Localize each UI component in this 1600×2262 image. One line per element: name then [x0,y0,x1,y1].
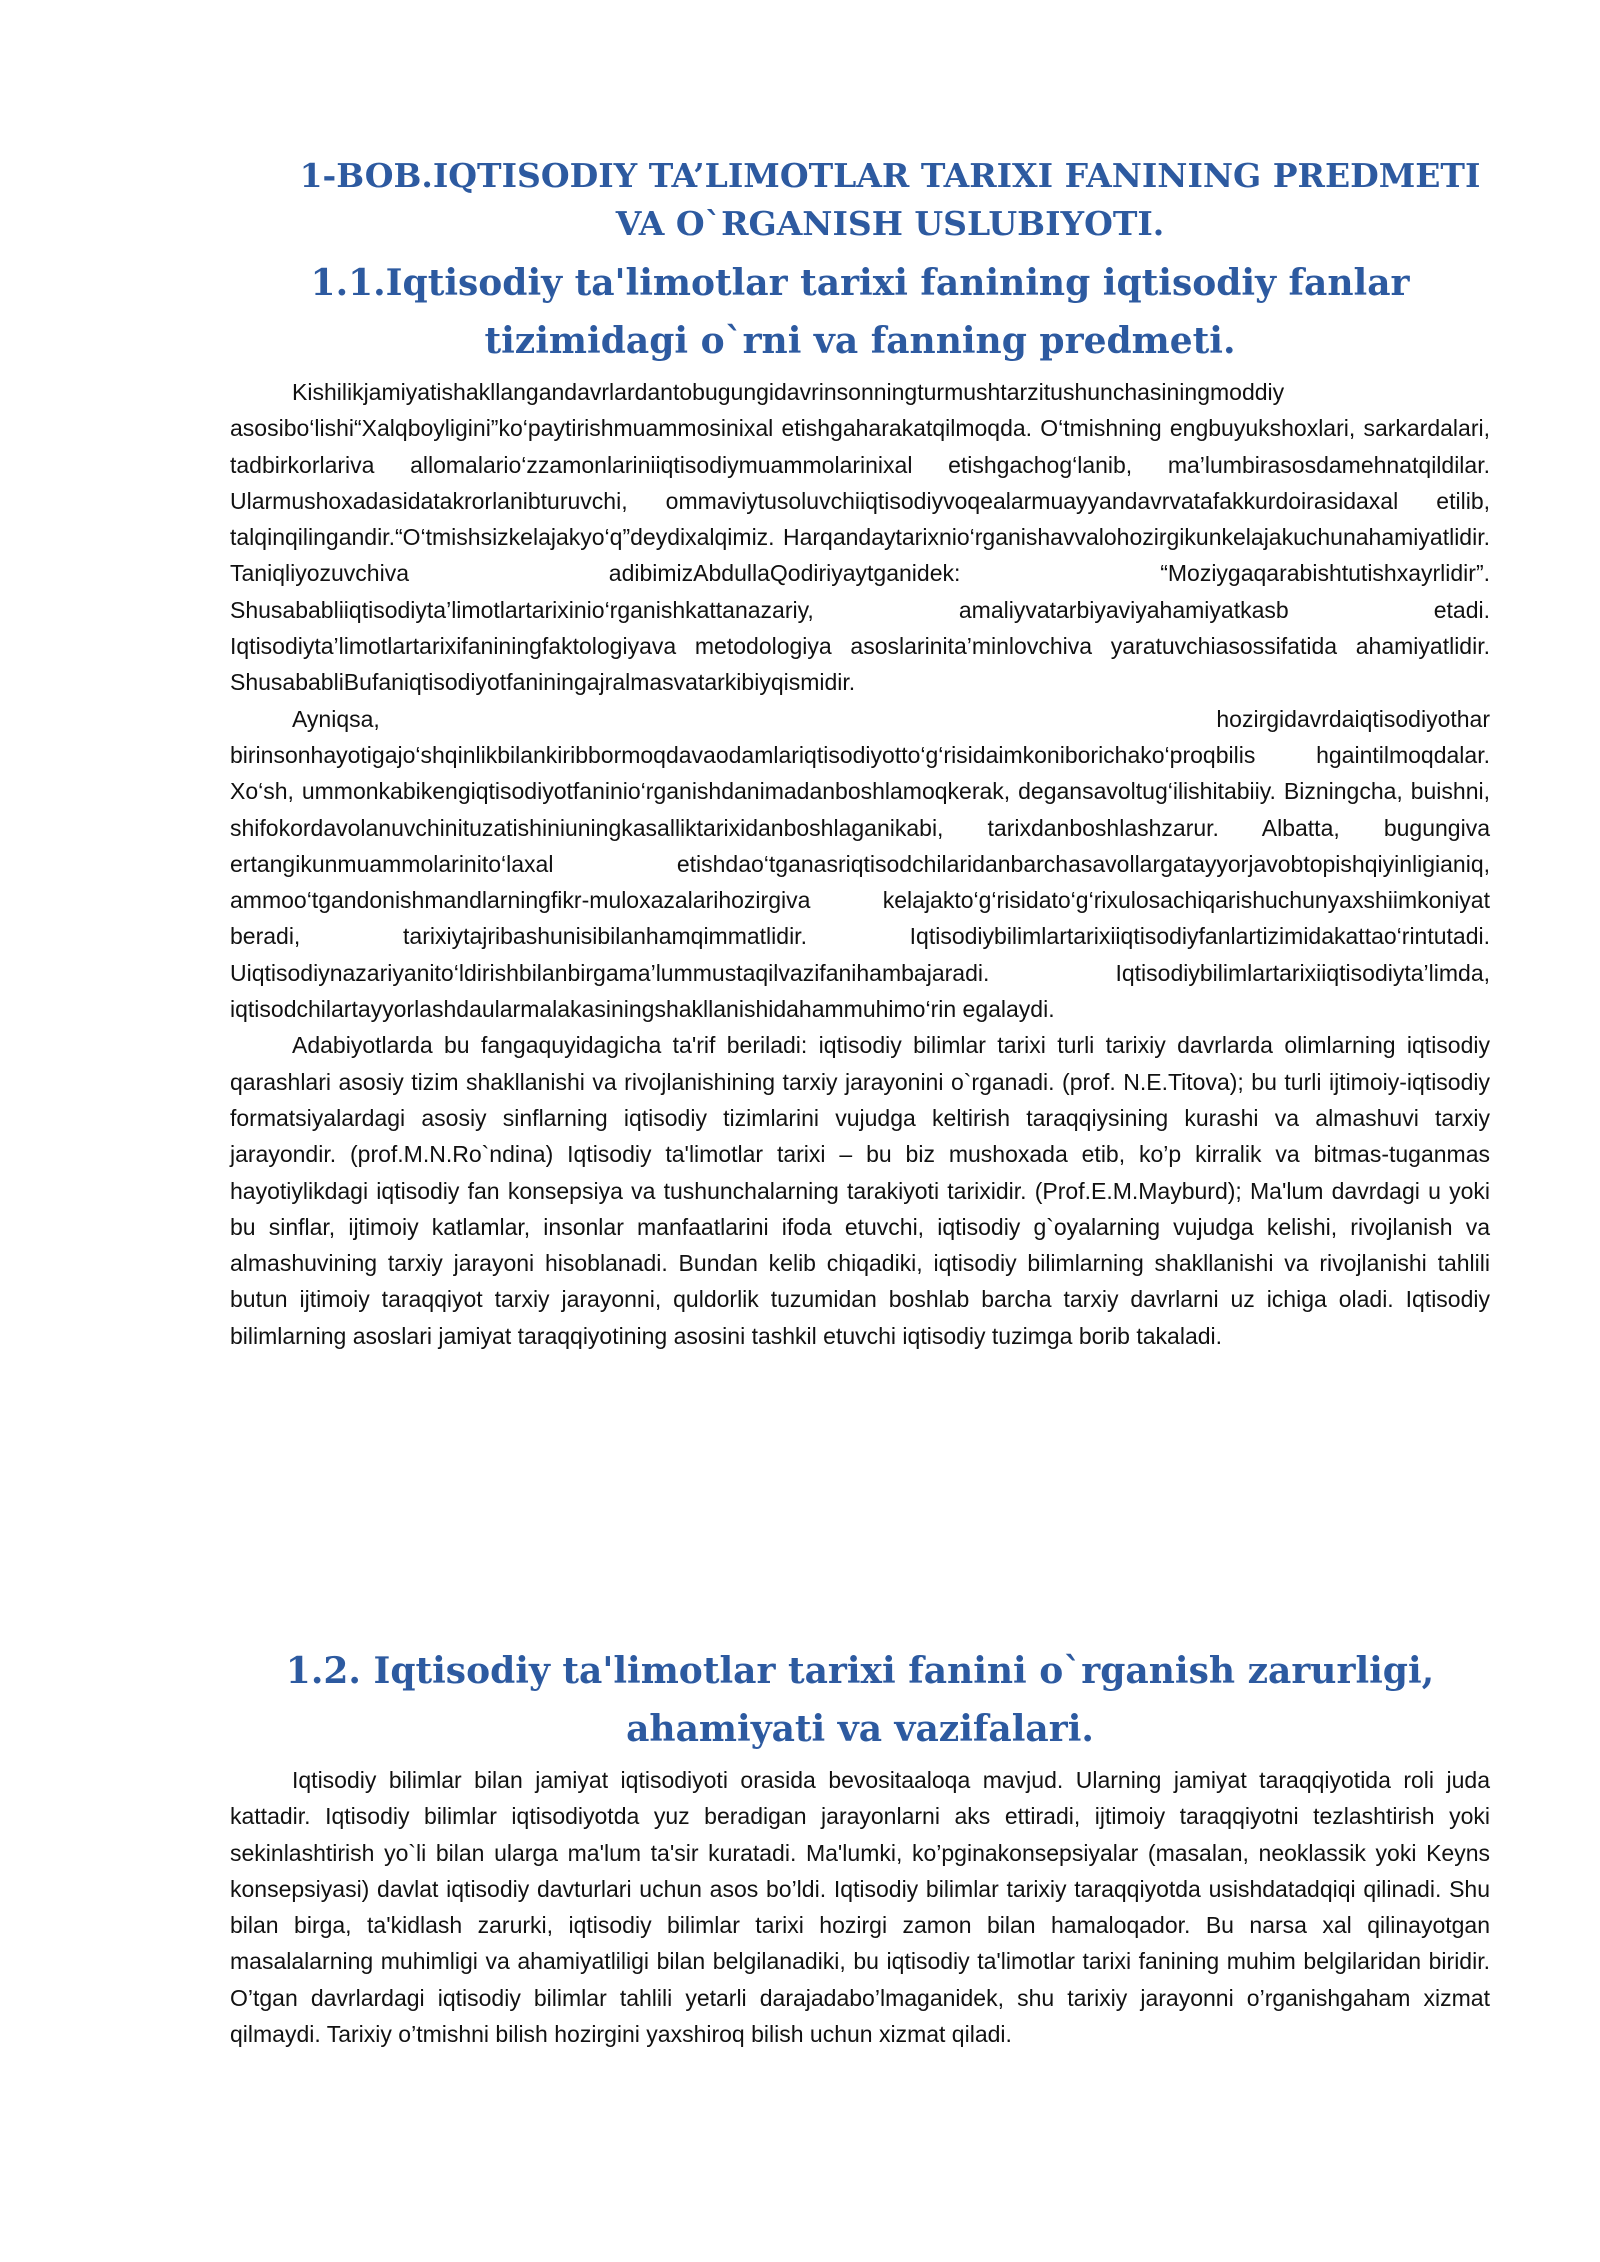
paragraph: Ayniqsa, hozirgidavrdaiqtisodiyothar birinsonhayotigajo‘shqinlikbilankiribbormoqdavaodamlariqtisodiyotto‘g‘risidaimkoniborichako‘proqbilis hgaintilmoqdalar. Xo‘sh, ummonkabikengiqtisodiyotfaninio‘rganishdanimadanboshlamoqkerak, degansavoltug‘ilishitabiiy. Bizningcha, buishni, shifokordavolanuvchinituzatishiniuningkasalliktarixidanboshlaganikabi, tarixdanboshlashzarur. Albatta, bugungiva ertangikunmuammolarinito‘laxal etishdao‘tganasriqtisodchilaridanbarchasavollargatayyorjavobtopishqiyinligianiq, ammoo‘tgandonishmandlarningfikr-muloxazalarihozirgiva kelajakto‘g‘risidato‘g‘rixulosachiqarishuchunyaxshiimkoniyat beradi, tarixiytajribashunisibilanhamqimmatlidir. Iqtisodiybilimlartarixiiqtisodiyfanlartizimidakattao‘rintutadi. Uiqtisodiynazariyanito‘ldirishbilanbirgama’lummustaqilvazifanihambajaradi. Iqtisodiybilimlartarixiiqtisodiyta’limda, iqtisodchilartayyorlashdaularmalakasiningshakllanishidahammuhimo‘rin egalaydi. [230,705,1490,1023]
section-1-title-line-1: 1.1.Iqtisodiy ta'limotlar tarixi fanining iqtisodiy fanlar [310,262,1410,304]
paragraph: Kishilikjamiyatishakllangandavrlardantobugungidavrinsonningturmushtarzitushunchasiningmoddiy asosibo‘lishi“Xalqboyligini”ko‘paytirishmuammosinixal etishgaharakatqilmoqda. O‘tmishning engbuyukshoxlari, sarkardalari, tadbirkorlariva allomalario‘zzamonlariniiqtisodiymuammolarinixal etishgachog‘lanib, ma’lumbirasosdamehnatqildilar. Ularmushoxadasidatakrorlanibturuvchi, ommaviytusoluvchiiqtisodiyvoqealarmuayyandavrvatafakkurdoirasidaxal etilib, talqinqilingandir.“O‘tmishsizkelajakyo‘q”deydixalqimiz. Harqandaytarixnio‘rganishavvalohozirgikunkelajakuchunahamiyatlidir. Taniqliyozuvchiva adibimizAbdullaQodiriyaytganidek: “Moziygaqarabishtutishxayrlidir”. Shusababliiqtisodiyta’limotlartarixinio‘rganishkattanazariy, amaliyvatarbiyaviyahamiyatkasb etadi. Iqtisodiyta’limotlartarixifaniningfaktologiyava metodologiya asoslarinita’minlovchiva yaratuvchiasossifatida ahamiyatlidir. ShusababliBufaniqtisodiyotfaniningajralmasvatarkibiyqismidir. [230,379,1490,696]
section-1-body [230,374,1490,1354]
section-1-heading [230,254,1490,370]
chapter-title-line-2: VA O`RGANISH USLUBIYOTI. [615,204,1165,243]
section-2-body [230,1762,1490,2052]
section-1-title-line-2: tizimidagi o`rni va fanning predmeti. [484,320,1236,362]
paragraph: Adabiyotlarda bu fangaquyidagicha ta'rif beriladi: iqtisodiy bilimlar tarixi turli tarixiy davrlarda olimlarning iqtisodiy qarashlari asosiy tizim shakllanishi va rivojlanishining tarxiy jarayonini o`rganadi. (prof. N.E.Titova); bu turli ijtimoiy-iqtisodiy formatsiyalardagi asosiy sinflarning iqtisodiy tizimlarini vujudga keltirish taraqqiysining kurashi va almashuvi tarxiy jarayondir. (prof.M.N.Ro`ndina) Iqtisodiy ta'limotlar tarixi – bu biz mushoxada etib, ko’p kirralik va bitmas-tuganmas hayotiylikdagi iqtisodiy fan konsepsiya va tushunchalarning tarakiyoti tarixidir. (Prof.E.M.Mayburd); Ma'lum davrdagi u yoki bu sinflar, ijtimoiy katlamlar, insonlar manfaatlarini ifoda etuvchi, iqtisodiy g`oyalarning vujudga kelishi, rivojlanish va almashuvining tarxiy jarayoni hisoblanadi. Bundan kelib chiqadiki, iqtisodiy bilimlarning shakllanishi va rivojlanishi tahlili butun ijtimoiy taraqqiyot tarxiy jarayonni, quldorlik tuzumidan boshlab barcha tarxiy davrlarni uz ichiga oladi. Iqtisodiy bilimlarning asoslari jamiyat taraqqiyotining asosini tashkil etuvchi iqtisodiy tuzimga borib takaladi. [230,1032,1490,1349]
paragraph: Iqtisodiy bilimlar bilan jamiyat iqtisodiyoti orasida bevositaaloqa mavjud. Ularning jamiyat taraqqiyotida roli juda kattadir. Iqtisodiy bilimlar iqtisodiyotda yuz beradigan jarayonlarni aks ettiradi, ijtimoiy taraqqiyotni tezlashtirish yoki sekinlashtirish yo`li bilan ularga ma'lum ta'sir kuratadi. Ma'lumki, ko’pginakonsepsiyalar (masalan, neoklassik yoki Keyns konsepsiyasi) davlat iqtisodiy davturlari uchun asos bo’ldi. Iqtisodiy bilimlar tarixiy taraqqiyotda usishdatadqiqi qilinadi. Shu bilan birga, ta'kidlash zarurki, iqtisodiy bilimlar tarixi hozirgi zamon bilan hamaloqador. Bu narsa xal qilinayotgan masalalarning muhimligi va ahamiyatliligi bilan belgilanadiki, bu iqtisodiy ta'limotlar tarixi fanining muhim belgilaridan biridir. O’tgan davrlardagi iqtisodiy bilimlar tahlili yetarli darajadabo’lmaganidek, shu tarixiy jarayonni o’rganishgaham xizmat qilmaydi. Tarixiy o’tmishni bilish hozirgini yaxshiroq bilish uchun xizmat qiladi. [230,1767,1490,2048]
chapter-title-line-1: 1-BOB.IQTISODIY TA’LIMOTLAR TARIXI FANINING PREDMETI [299,156,1481,195]
section-2-title-line-2: ahamiyati va vazifalari. [626,1708,1094,1750]
section-2-title-line-1: 1.2. Iqtisodiy ta'limotlar tarixi fanini o`rganish zarurligi, [285,1650,1435,1692]
section-2-heading [230,1642,1490,1758]
chapter-heading [230,152,1490,248]
